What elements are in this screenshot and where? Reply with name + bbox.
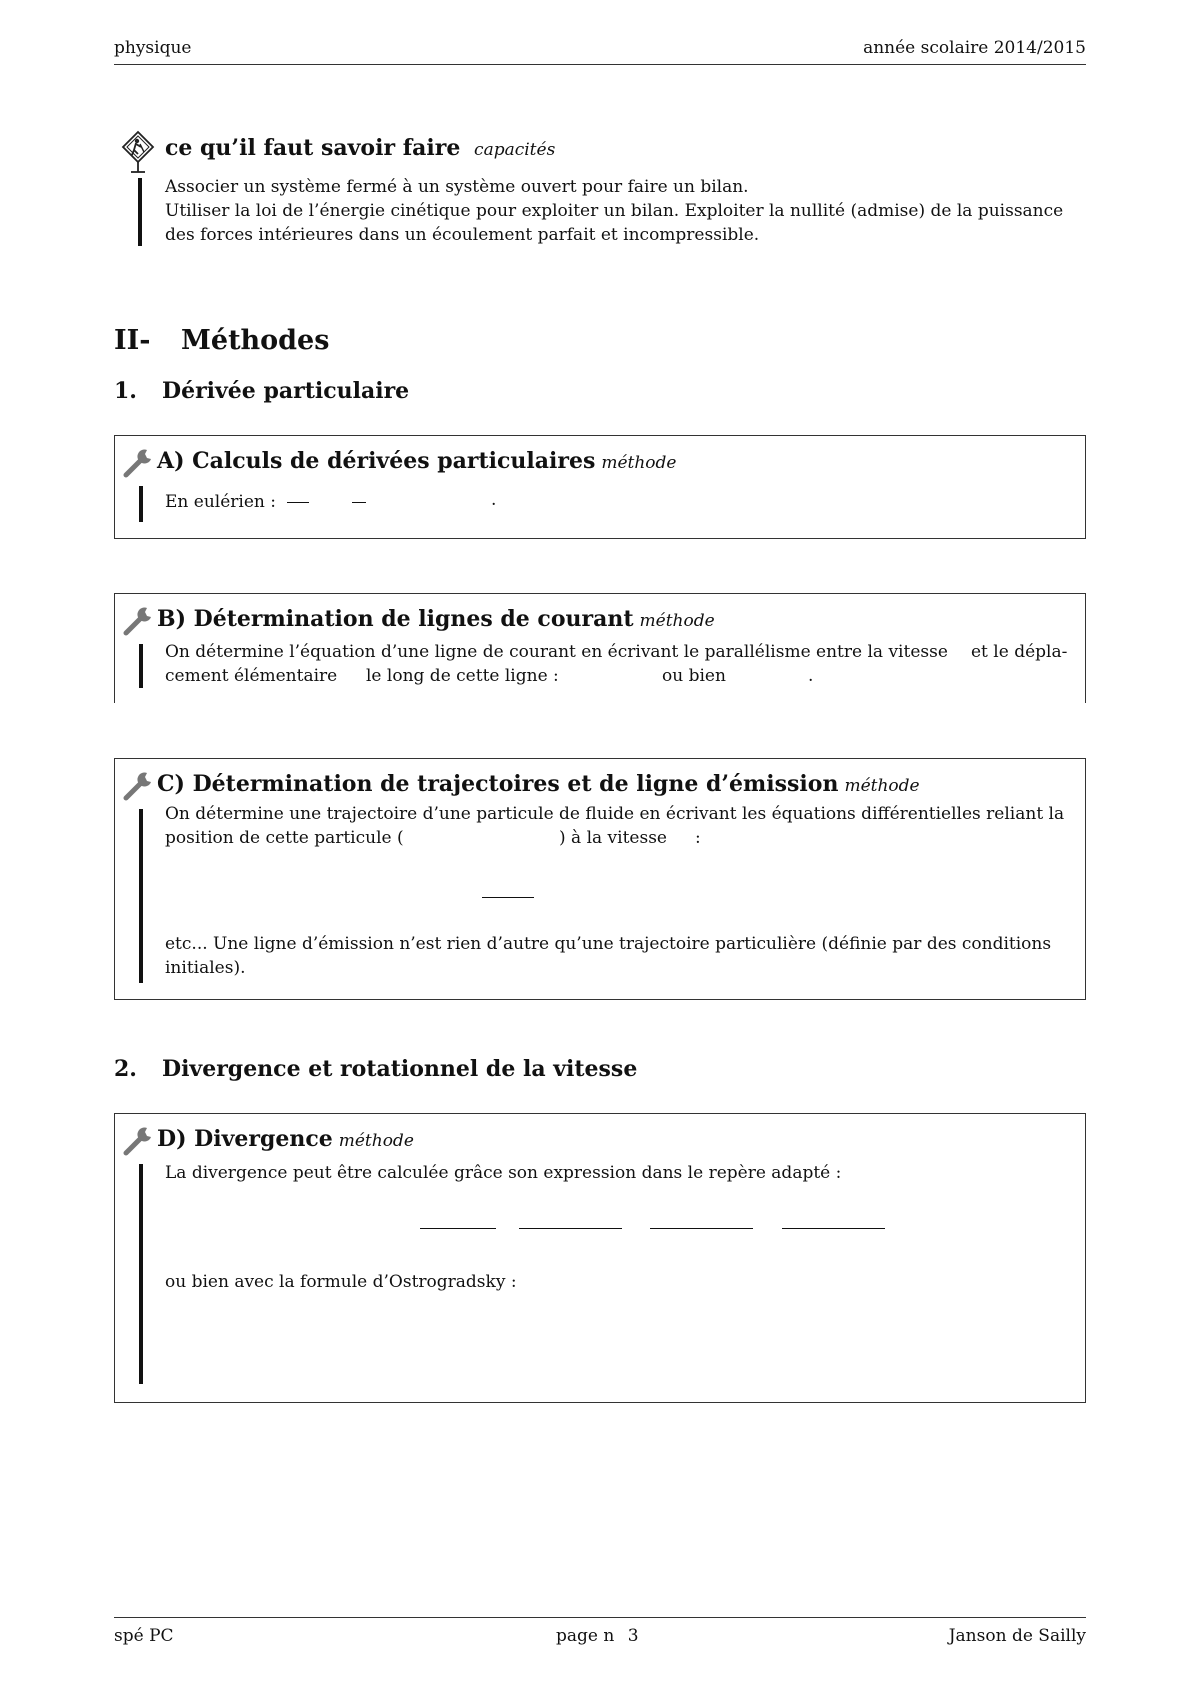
subsection-2-title: Divergence et rotationnel de la vitesse [162,1056,638,1082]
subsection-1-title: Dérivée particulaire [162,378,410,404]
method-box-a [114,435,1086,539]
method-box-b-title [157,606,715,632]
header-year: année scolaire 2014/2015 [863,38,1086,58]
footer-page-label: page n [556,1626,615,1646]
method-box-b-bar [139,644,143,688]
footer-page [556,1626,639,1646]
skills-line-2: Utiliser la loi de l’énergie cinétique pour exploiter un bilan. Exploiter la nullité (admise) de la puissance [165,201,1064,221]
method-box-a-tag: méthode [601,453,677,473]
footer-school: Janson de Sailly [948,1626,1086,1646]
subsection-2-number: 2. [114,1056,137,1082]
skills-line-3: des forces intérieures dans un écoulement parfait et incompressible. [165,225,760,245]
skills-line-1: Associer un système fermé à un système ouvert pour faire un bilan. [165,177,749,197]
method-box-a-title-text: A) Calculs de dérivées particulaires [157,448,596,474]
method-box-c-title [157,771,920,797]
method-box-a-label: En eulérien : [165,492,276,512]
method-box-d-title [157,1126,414,1152]
method-box-d-bar [139,1164,143,1384]
method-box-b-line-2c: ou bien [662,666,726,686]
fraction-bar [352,502,366,503]
method-box-d-title-text: D) Divergence [157,1126,333,1152]
section-title: Méthodes [181,325,330,356]
method-box-d-line-2: ou bien avec la formule d’Ostrogradsky : [165,1272,517,1292]
method-box-c [114,758,1086,1000]
method-box-d [114,1113,1086,1403]
footer-rule [114,1617,1086,1618]
method-box-d-line-1: La divergence peut être calculée grâce son expression dans le repère adapté : [165,1163,842,1183]
fraction-bar [650,1228,753,1229]
method-box-a-bar [139,486,143,522]
section-number: II- [114,325,151,356]
skills-title [165,135,555,161]
skills-title-text: ce qu’il faut savoir faire [165,135,461,161]
header-subject: physique [114,38,192,58]
wrench-icon [121,1124,155,1162]
method-box-c-tag: méthode [844,776,920,796]
skills-tag: capacités [474,140,556,160]
method-box-c-line-2c: : [695,828,701,848]
skills-text [165,175,1085,247]
wrench-icon [121,604,155,642]
footer-page-number: 3 [627,1626,639,1646]
worker-sign-icon [121,130,155,178]
method-box-b-line-1a: On détermine l’équation d’une ligne de courant en écrivant le parallélisme entre la vitesse [165,642,948,662]
method-box-d-tag: méthode [338,1131,414,1151]
fraction-bar [420,1228,496,1229]
method-box-b-tag: méthode [639,611,715,631]
method-box-a-title [157,448,676,474]
method-box-c-line-1: On détermine une trajectoire d’une particule de fluide en écrivant les équations différentielles reliant la [165,804,1065,824]
method-box-b-line-1b: et le dépla- [971,642,1068,662]
wrench-icon [121,446,155,484]
method-box-c-bar [139,809,143,983]
method-box-b-line-2a: cement élémentaire [165,666,338,686]
method-box-b-line-2b: le long de cette ligne : [366,666,559,686]
method-box-c-line-2a: position de cette particule ( [165,828,404,848]
wrench-icon [121,769,155,807]
fraction-bar [287,502,309,503]
method-box-b-line-2d: . [808,666,814,686]
subsection-1-number: 1. [114,378,137,404]
method-box-a-end: . [491,490,497,510]
header-rule [114,64,1086,65]
method-box-c-title-text: C) Détermination de trajectoires et de ligne d’émission [157,771,839,797]
fraction-bar [782,1228,885,1229]
fraction-bar [519,1228,622,1229]
method-box-c-line-3: etc... Une ligne d’émission n’est rien d’autre qu’une trajectoire particulière (définie par des conditions [165,934,1052,954]
fraction-bar [482,897,534,898]
footer-class: spé PC [114,1626,174,1646]
method-box-b-title-text: B) Détermination de lignes de courant [157,606,634,632]
skills-bar [138,178,142,246]
method-box-b [114,593,1086,703]
method-box-c-line-4: initiales). [165,958,246,978]
method-box-c-line-2b: ) à la vitesse [559,828,667,848]
